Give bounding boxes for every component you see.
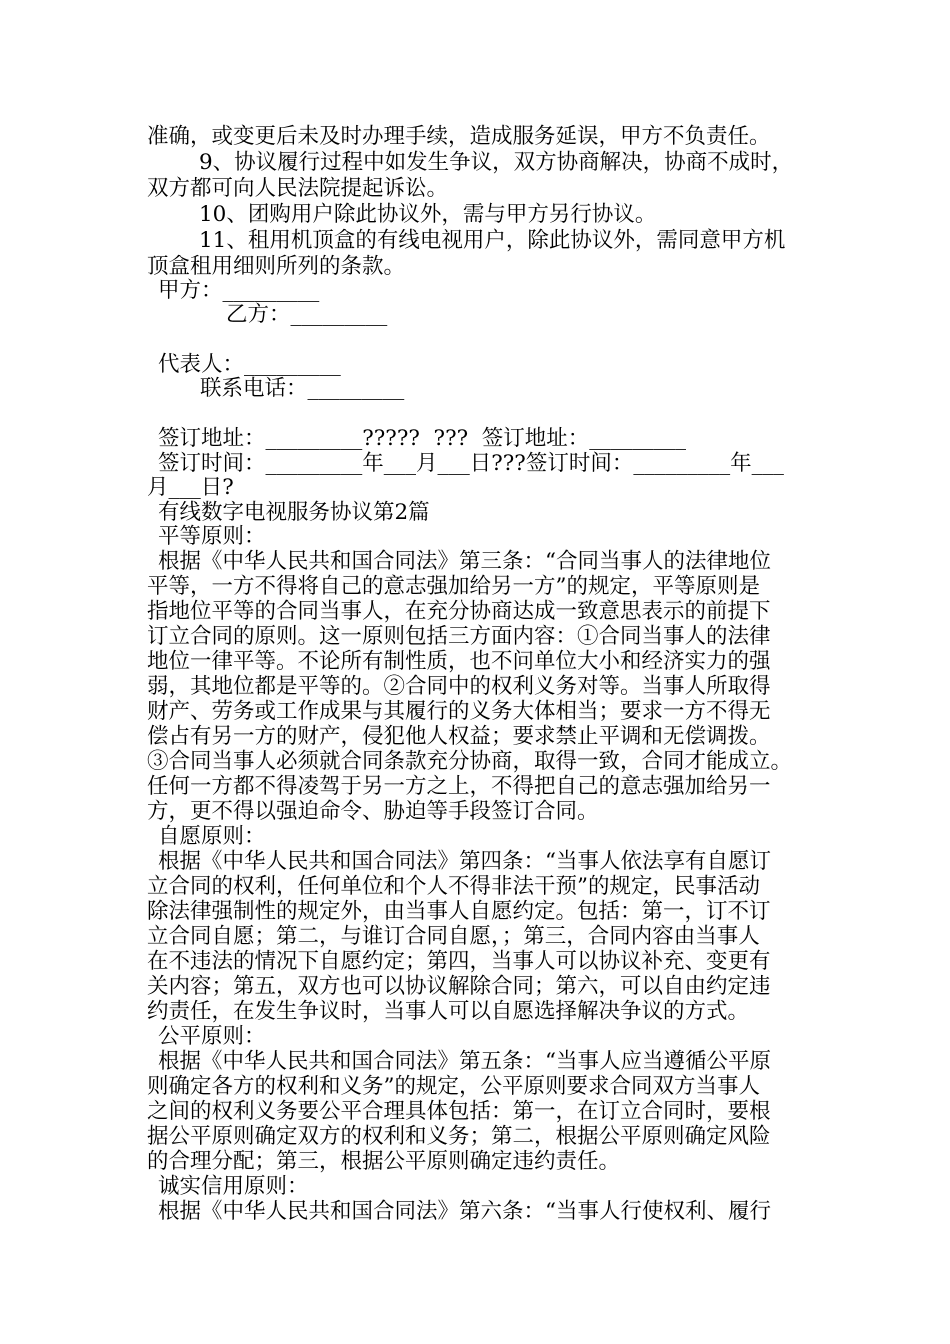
signature-label-representative: 代表人：_________ xyxy=(158,352,341,377)
text-line: 约责任，在发生争议时，当事人可以自愿选择解决争议的方式。 xyxy=(147,999,750,1024)
text-line: 平等，一方不得将自己的意志强加给另一方”的规定，平等原则是 xyxy=(147,574,760,599)
text-line: 据公平原则确定双方的权利和义务；第二，根据公平原则确定风险 xyxy=(147,1124,771,1149)
text-line: 在不违法的情况下自愿约定；第四，当事人可以协议补充、变更有 xyxy=(147,949,771,974)
signature-label-party-b: 乙方：_________ xyxy=(226,302,388,327)
text-line: 除法律强制性的规定外，由当事人自愿约定。包括：第一，订不订 xyxy=(147,899,771,924)
signature-label-date: 签订时间：_________年___月___日???签订时间：_________年___ xyxy=(158,451,784,476)
text-line: 地位一律平等。不论所有制性质，也不问单位大小和经济实力的强 xyxy=(147,649,771,674)
text-line: 顶盒租用细则所列的条款。 xyxy=(147,254,406,279)
text-line: 准确，或变更后未及时办理手续，造成服务延误，甲方不负责任。 xyxy=(147,124,771,149)
principle-heading: 诚实信用原则： xyxy=(158,1174,309,1199)
text-line: 方，更不得以强迫命令、胁迫等手段签订合同。 xyxy=(147,799,599,824)
text-line: 指地位平等的合同当事人，在充分协商达成一致意思表示的前提下 xyxy=(147,599,771,624)
text-line: 的合理分配；第三，根据公平原则确定违约责任。 xyxy=(147,1149,621,1174)
signature-label-address: 签订地址：_________????? ??? 签订地址：_________ xyxy=(158,426,687,451)
text-line: 则确定各方的权利和义务”的规定，公平原则要求合同双方当事人 xyxy=(147,1074,760,1099)
text-line: 月___日? xyxy=(147,475,234,500)
text-line: ③合同当事人必须就合同条款充分协商，取得一致，合同才能成立。 xyxy=(147,749,793,774)
text-line: 弱，其地位都是平等的。②合同中的权利义务对等。当事人所取得 xyxy=(147,674,771,699)
text-line: 根据《中华人民共和国合同法》第三条：“合同当事人的法律地位 xyxy=(158,549,771,574)
signature-label-party-a: 甲方：_________ xyxy=(158,278,320,303)
text-line: 订立合同的原则。这一原则包括三方面内容：①合同当事人的法律 xyxy=(147,624,771,649)
text-line: 之间的权利义务要公平合理具体包括：第一，在订立合同时，要根 xyxy=(147,1099,771,1124)
signature-label-phone: 联系电话：_________ xyxy=(200,376,405,401)
text-line: 9、协议履行过程中如发生争议，双方协商解决，协商不成时， xyxy=(199,150,794,175)
text-line: 任何一方都不得凌驾于另一方之上，不得把自己的意志强加给另一 xyxy=(147,774,771,799)
text-line: 10、团购用户除此协议外，需与甲方另行协议。 xyxy=(199,202,657,227)
text-line: 财产、劳务或工作成果与其履行的义务大体相当；要求一方不得无 xyxy=(147,699,771,724)
text-line: 根据《中华人民共和国合同法》第五条：“当事人应当遵循公平原 xyxy=(158,1049,771,1074)
text-line: 11、租用机顶盒的有线电视用户，除此协议外，需同意甲方机 xyxy=(199,228,786,253)
text-line: 偿占有另一方的财产，侵犯他人权益；要求禁止平调和无偿调拨。 xyxy=(147,724,771,749)
section-title: 有线数字电视服务协议第2篇 xyxy=(158,500,430,525)
principle-heading: 公平原则： xyxy=(158,1024,266,1049)
text-line: 立合同的权利，任何单位和个人不得非法干预”的规定，民事活动 xyxy=(147,874,760,899)
text-line: 根据《中华人民共和国合同法》第六条：“当事人行使权利、履行 xyxy=(158,1199,771,1224)
text-line: 根据《中华人民共和国合同法》第四条：“当事人依法享有自愿订 xyxy=(158,849,771,874)
text-line: 双方都可向人民法院提起诉讼。 xyxy=(147,176,449,201)
text-line: 关内容；第五，双方也可以协议解除合同；第六，可以自由约定违 xyxy=(147,974,771,999)
principle-heading: 自愿原则： xyxy=(158,824,266,849)
text-line: 立合同自愿；第二，与谁订合同自愿，；第三，合同内容由当事人 xyxy=(147,924,760,949)
principle-heading: 平等原则： xyxy=(158,524,266,549)
